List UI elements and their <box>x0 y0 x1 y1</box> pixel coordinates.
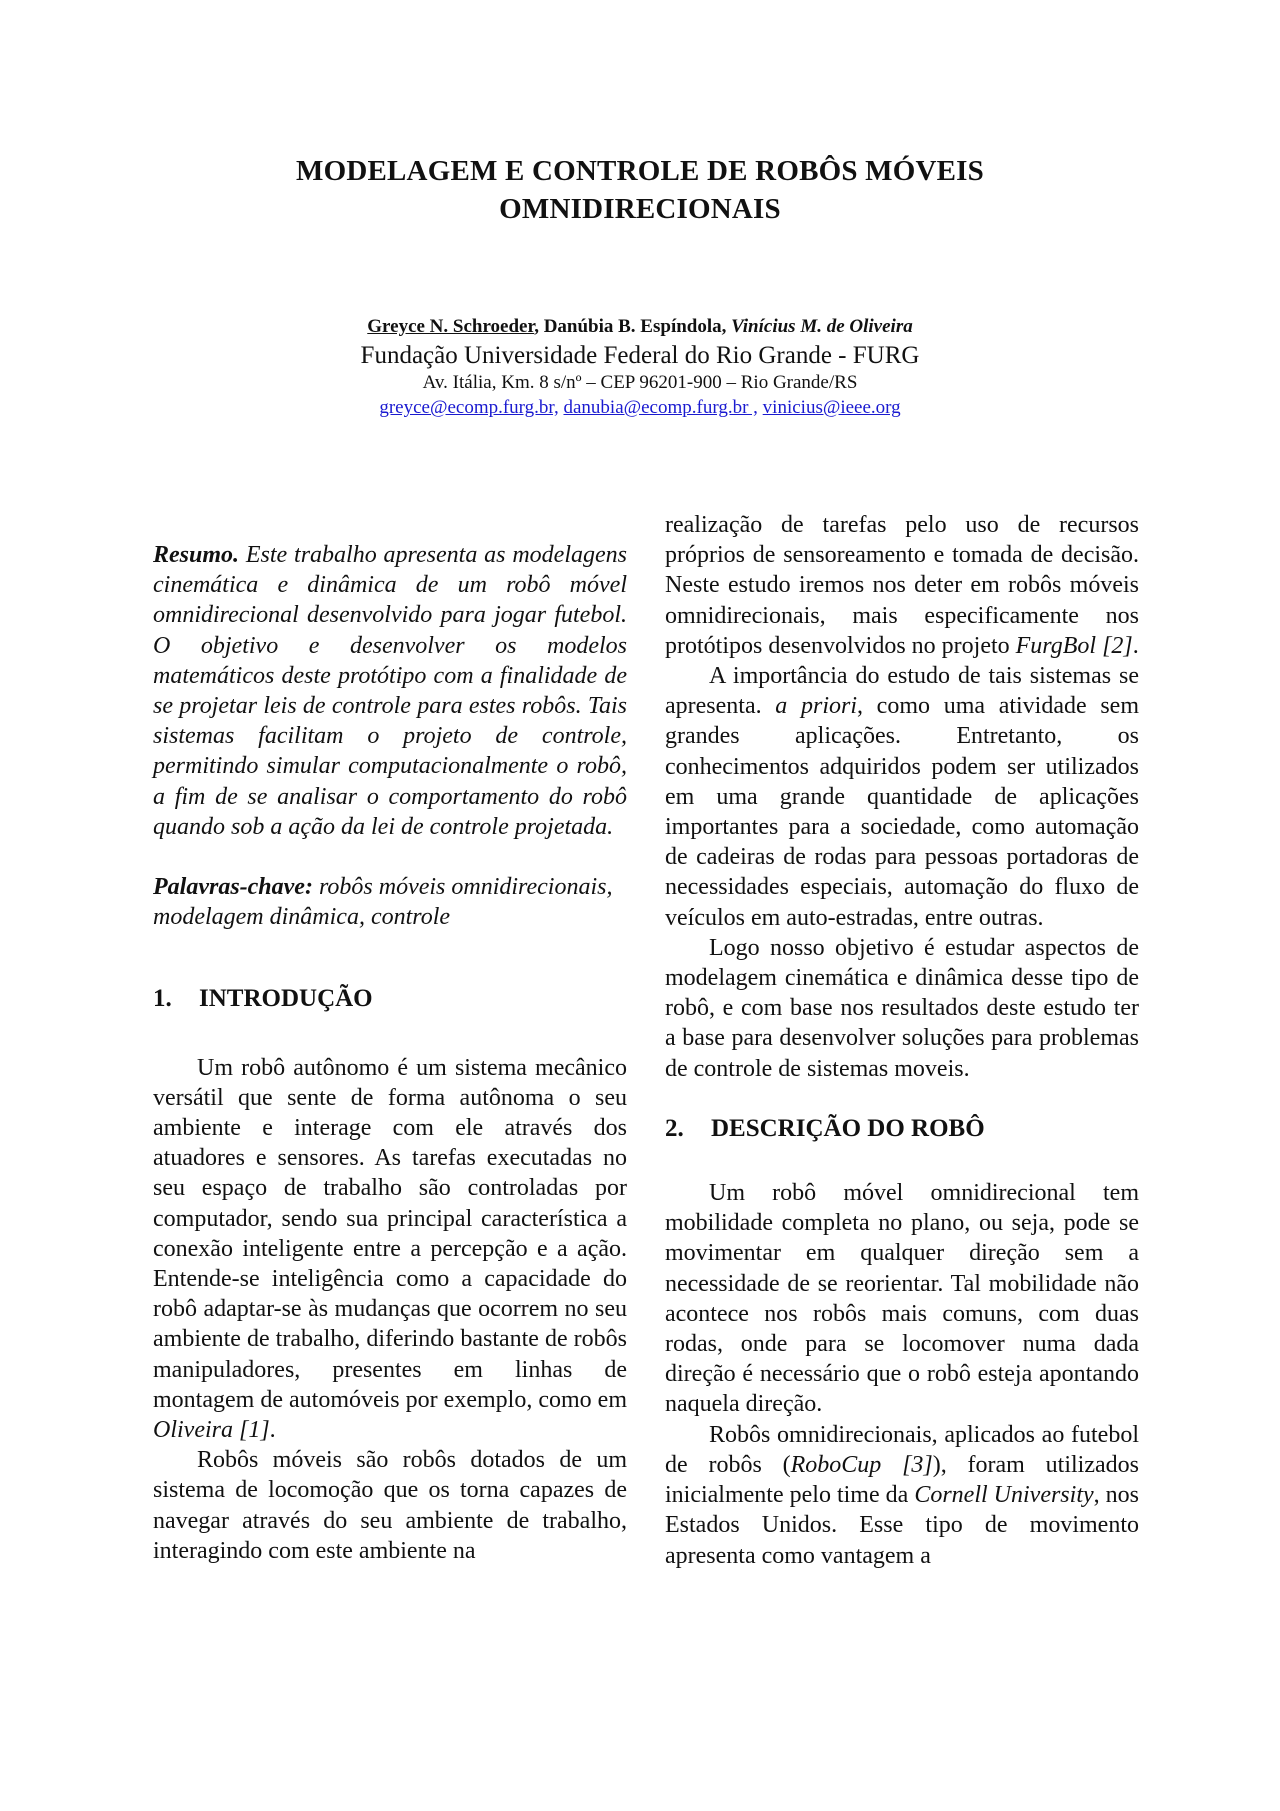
author-2: Danúbia B. Espíndola <box>543 316 722 337</box>
robot-paragraph-1: Um robô móvel omnidirecional tem mobilidade completa no plano, ou seja, pode se movimentar em qualquer direção sem a necessidade de se reorientar. Tal mobilidade não acontece nos robôs mais comuns, com duas rodas, onde para se locomover numa dada direção é necessário que o robô esteja apontando naquela direção. <box>665 1180 1139 1418</box>
paper-title <box>150 152 1130 228</box>
paragraph-text: , nos Estados Unidos. Esse tipo de movimento apresenta como vantagem a <box>665 1482 1139 1569</box>
abstract-label: Resumo. <box>153 542 240 568</box>
keywords-text: robôs móveis omnidirecionais, modelagem dinâmica, controle <box>153 874 613 931</box>
paragraph-end: . <box>269 1417 276 1444</box>
section-title: DESCRIÇÃO DO ROBÔ <box>711 1114 985 1142</box>
citation-robocup: RoboCup [3] <box>790 1451 933 1478</box>
intro-paragraph-4: Logo nosso objetivo é estudar aspectos de modelagem cinemática e dinâmica desse tipo de robô, e com base nos resultados deste estudo ter a base para desenvolver soluções para problemas de controle de sistemas moveis. <box>665 934 1139 1082</box>
right-column <box>665 510 1139 1571</box>
intro-paragraph-2-continued <box>665 510 1139 661</box>
author-3: Vinícius M. de Oliveira <box>731 316 913 337</box>
section-number: 1. <box>153 985 172 1013</box>
email-link-vinicius[interactable]: vinicius@ieee.org <box>762 397 901 418</box>
robot-paragraph-2 <box>665 1420 1139 1571</box>
author-list <box>150 314 1130 340</box>
paragraph-text: A importância do estudo de tais sistemas se apresenta. <box>665 663 1139 720</box>
left-column <box>153 540 627 1566</box>
citation-furgbol: FurgBol [2] <box>1015 632 1133 659</box>
keywords-label: Palavras-chave: <box>153 874 313 901</box>
paragraph-text: Um robô autônomo é um sistema mecânico versátil que sente de forma autônoma o seu ambiente e interage com ele através dos atuadores e sensores. As tarefas executadas no seu espaço de trabalho são controladas por computador, sendo sua principal característica a conexão inteligente entre a percepção e a ação. Entende-se inteligência como a capacidade do robô adaptar-se às mudanças que ocorrem no seu ambiente de trabalho, diferindo bastante de robôs manipuladores, presentes em linhas de montagem de automóveis por exemplo, como em <box>153 1054 627 1413</box>
author-separator: , <box>721 316 732 337</box>
cornell-university: Cornell University <box>914 1482 1094 1509</box>
paragraph-end: . <box>1132 632 1139 659</box>
title-line-2: OMNIDIRECIONAIS <box>499 193 781 225</box>
paragraph-text: Robôs omnidirecionais, aplicados ao futebol de robôs ( <box>665 1421 1139 1478</box>
address: Av. Itália, Km. 8 s/nº – CEP 96201-900 – Rio Grande/RS <box>422 372 858 393</box>
section-number: 2. <box>665 1114 684 1142</box>
section-heading-introducao <box>153 984 627 1014</box>
intro-paragraph-2: Robôs móveis são robôs dotados de um sistema de locomoção que os torna capazes de navegar através do seu ambiente de trabalho, interagindo com este ambiente na <box>153 1447 627 1564</box>
intro-paragraph-1 <box>153 1053 627 1446</box>
section-heading-descricao <box>665 1114 1139 1144</box>
section-title: INTRODUÇÃO <box>199 985 373 1013</box>
abstract <box>153 540 627 842</box>
author-1: Greyce N. Schroeder <box>367 316 535 337</box>
email-link-danubia[interactable]: danubia@ecomp.furg.br , <box>563 397 758 418</box>
author-separator: , <box>534 316 544 337</box>
keywords <box>153 872 627 932</box>
email-list <box>150 395 1130 421</box>
affiliation: Fundação Universidade Federal do Rio Grande - FURG <box>360 342 920 369</box>
title-line-1: MODELAGEM E CONTROLE DE ROBÔS MÓVEIS <box>296 155 984 187</box>
paragraph-text: realização de tarefas pelo uso de recursos próprios de sensoreamento e tomada de decisão. Neste estudo iremos nos deter em robôs móveis omnidirecionais, mais especificamente nos protótipos desenvolvidos no projeto <box>665 512 1139 659</box>
paragraph-text: ), foram utilizados inicialmente pelo time da <box>665 1451 1139 1509</box>
latin-phrase: a priori <box>775 693 857 720</box>
abstract-text: Este trabalho apresenta as modelagens cinemática e dinâmica de um robô móvel omnidirecional desenvolvido para jogar futebol. O objetivo e desenvolver os modelos matemáticos deste protótipo com a finalidade de se projetar leis de controle para estes robôs. Tais sistemas facilitam o projeto de controle, permitindo simular computacionalmente o robô, a fim de se analisar o comportamento do robô quando sob a ação da lei de controle projetada. <box>153 542 627 840</box>
intro-paragraph-3 <box>665 661 1139 933</box>
paragraph-text: , como uma atividade sem grandes aplicações. Entretanto, os conhecimentos adquiridos podem ser utilizados em uma grande quantidade de aplicações importantes para a sociedade, como automação de cadeiras de rodas para pessoas portadoras de necessidades especiais, automação do fluxo de veículos em auto-estradas, entre outras. <box>665 693 1140 931</box>
email-link-greyce[interactable]: greyce@ecomp.furg.br, <box>379 397 559 418</box>
citation-oliveira: Oliveira [1] <box>153 1417 270 1444</box>
